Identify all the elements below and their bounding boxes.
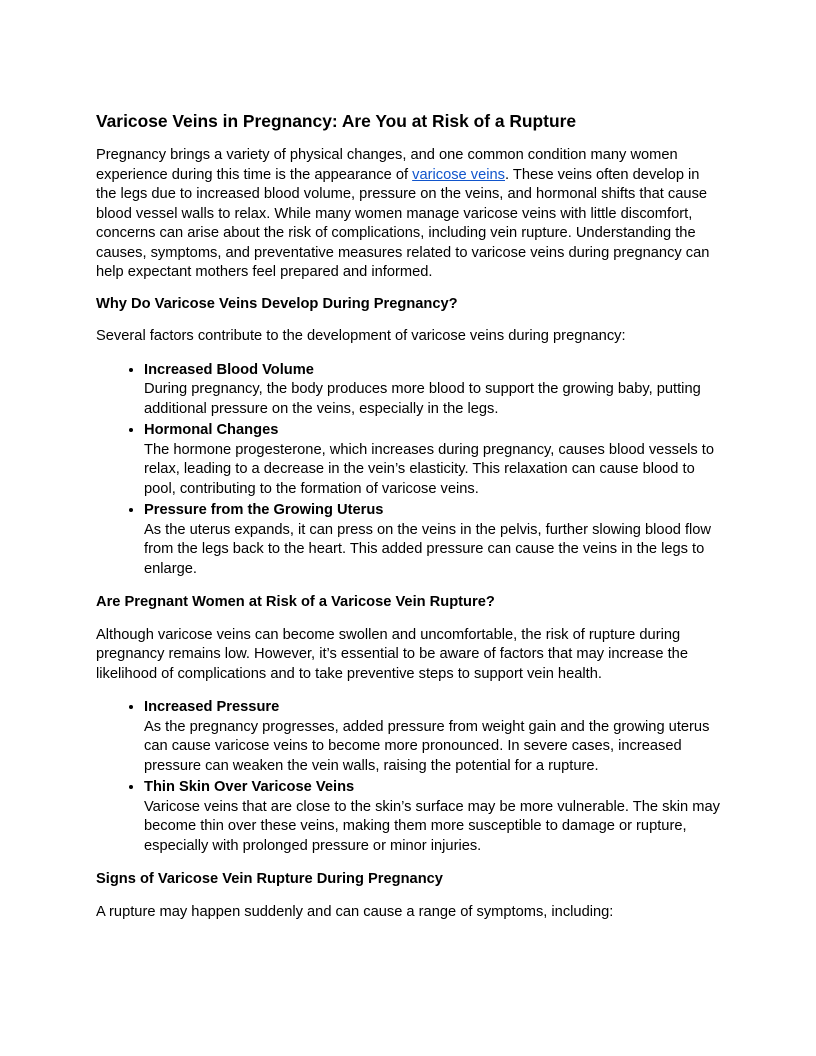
bullet-body: As the uterus expands, it can press on the veins in the pelvis, further slowing blood flow from the legs back to the heart. This added pressure can cause the veins in the legs to enlarge. [144,521,712,577]
bullet-title: • Thin Skin Over Varicose Veins [144,779,355,795]
bullet-body: During pregnancy, the body produces more blood to support the growing baby, putting additional pressure on the veins, especially in the legs. [144,381,701,417]
list-item [144,698,720,776]
list-item [144,778,720,856]
bullet-title: • Increased Pressure [144,699,280,715]
bullet-list-why-develop [96,361,720,580]
section-heading-rupture-risk: Are Pregnant Women at Risk of a Varicose Vein Rupture? [96,594,495,610]
bullet-title: • Hormonal Changes [144,422,279,438]
list-item [144,361,720,420]
bullet-title: • Increased Blood Volume [144,361,314,378]
varicose-veins-link[interactable]: varicose veins [412,166,505,183]
intro-text-before-link: Pregnancy brings a variety of physical changes, and one common condition many women experience during this time is the appearance of [96,147,678,183]
list-item [144,421,720,499]
section-intro-why-develop: Several factors contribute to the development of varicose veins during pregnancy: [96,328,626,344]
bullet-title: • Pressure from the Growing Uterus [144,502,384,518]
section-heading-rupture-signs: Signs of Varicose Vein Rupture During Pregnancy [96,871,443,887]
section-intro-rupture-signs: A rupture may happen suddenly and can cause a range of symptoms, including: [96,903,614,920]
intro-text-after-link: . These veins often develop in the legs due to increased blood volume, pressure on the veins, and hormonal shifts that cause blood vessel walls to relax. While many women manage varicose veins with little discomfort, concerns can arise about the risk of complications, including vein rupture. Understanding the causes, symptoms, and preventative measures related to varicose veins during pregnancy can help expectant mothers feel prepared and informed. [96,166,710,280]
list-item [144,501,720,579]
section-intro-rupture-risk: Although varicose veins can become swollen and uncomfortable, the risk of rupture during pregnancy remains low. However, it’s essential to be aware of factors that may increase the likelihood of complications and to take preventive steps to support vein health. [96,626,688,682]
section-heading-why-develop: Why Do Varicose Veins Develop During Pregnancy? [96,295,458,312]
bullet-list-rupture-risk [96,698,720,856]
bullet-body: The hormone progesterone, which increases during pregnancy, causes blood vessels to relax, leading to a decrease in the vein’s elasticity. This relaxation can cause blood to pool, contributing to the formation of varicose veins. [144,441,715,497]
bullet-body: Varicose veins that are close to the skin’s surface may be more vulnerable. The skin may become thin over these veins, making them more susceptible to damage or rupture, especially with prolonged pressure or minor injuries. [144,798,720,854]
intro-paragraph [96,146,720,283]
bullet-body: As the pregnancy progresses, added pressure from weight gain and the growing uterus can cause varicose veins to become more pronounced. In severe cases, increased pressure can weaken the vein walls, raising the potential for a rupture. [144,718,710,774]
page-title: Varicose Veins in Pregnancy: Are You at Risk of a Rupture [96,111,577,131]
